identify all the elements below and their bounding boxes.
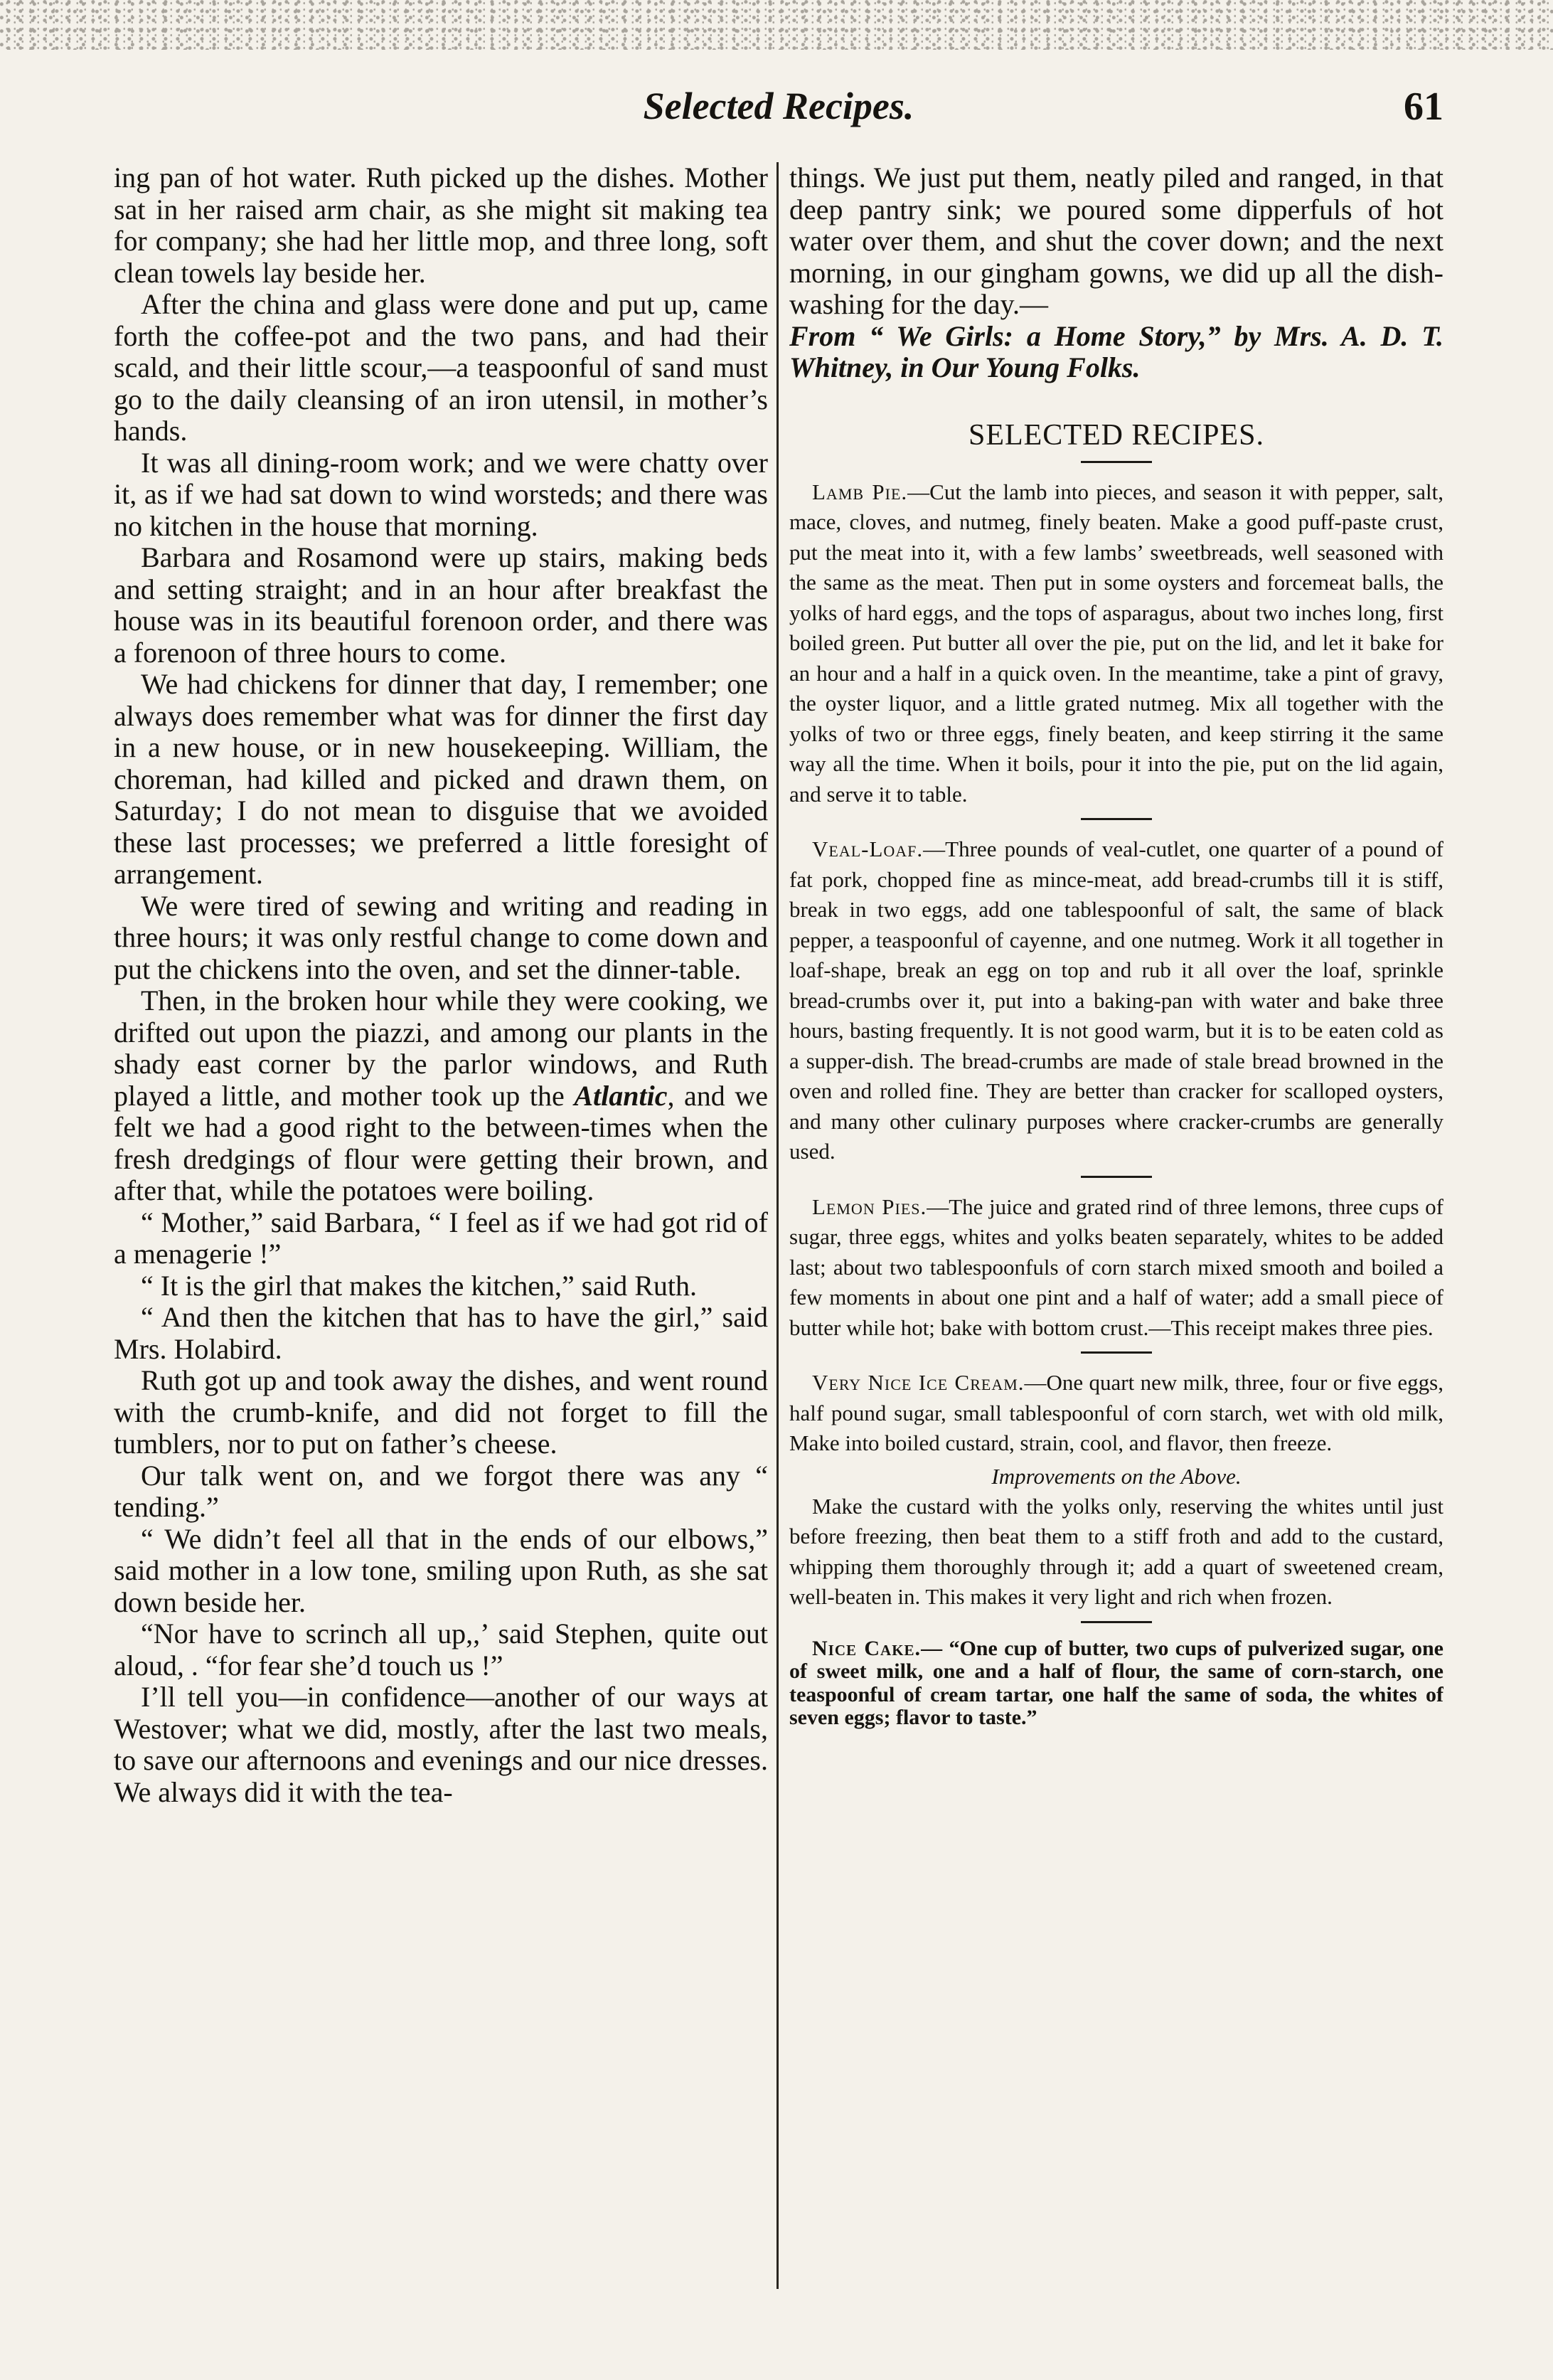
story-paragraph: We had chickens for dinner that day, I remember; one always does remember what was for dinner the first day in a new house, or in new housekeeping. William, the choreman, had killed and picked and drawn them, on Saturday; I do not mean to disguise that we avoided these last processes; we preferred a little foresight of arrangement. [114,668,768,890]
story-paragraph: Our talk went on, and we forgot there was any “ tending.” [114,1459,768,1523]
story-paragraph: “ Mother,” said Barbara, “ I feel as if we had got rid of a menagerie !” [114,1206,768,1270]
recipe-title: Lemon Pies. [812,1194,927,1219]
recipe-body: —The juice and grated rind of three lemons, three cups of sugar, three eggs, whites and yolks beaten separately, whites to be added last; about two tablespoonfuls of corn starch mixed smooth and boiled a few moments in about one pint and a half of water; add a small piece of butter while hot; bake with bottom crust.—This receipt makes three pies. [789,1194,1443,1340]
story-paragraph: After the china and glass were done and put up, came forth the coffee-pot and the two pans, and had their scald, and their little scour,—a teaspoonful of sand must go to the daily cleansing of an iron utensil, in mother’s hands. [114,288,768,447]
recipe-title: Lamb Pie. [812,479,908,504]
recipe-body: —One quart new milk, three, four or five eggs, half pound sugar, small tablespoonful of corn starch, wet with old milk, Make into boiled custard, strain, cool, and flavor, then freeze. [789,1370,1443,1455]
recipe-title: Nice Cake. [812,1636,922,1660]
recipe-body: —Cut the lamb into pieces, and season it with pepper, salt, mace, cloves, and nutmeg, finely beaten. Make a good puff-paste crust, put the meat into it, with a few lambs’ sweetbreads, well seasoned with the same as the meat. Then put in some oysters and forcemeat balls, the yolks of hard eggs, and the tops of asparagus, about two inches long, first boiled green. Put butter all over the pie, put on the lid, and let it bake for an hour and a half in a quick oven. In the meantime, take a pint of gravy, the oyster liquor, and a little grated nutmeg. Mix all together with the yolks of two or three eggs, finely beaten, and keep stirring it the same way all the time. When it boils, pour it into the pie, put on the lid again, and serve it to table. [789,479,1443,807]
short-rule [1081,1351,1152,1354]
story-attribution: From “ We Girls: a Home Story,” by Mrs. A. D. T. Whitney, in Our Young Folks. [789,319,1443,383]
recipe-ice-cream [789,1368,1443,1459]
story-paragraph [114,985,768,1207]
short-rule [1081,1176,1152,1178]
story-paragraph: Ruth got up and took away the dishes, and went round with the crumb-knife, and did not forget to fill the tumblers, nor to put on father’s cheese. [114,1364,768,1460]
improvements-body: Make the custard with the yolks only, reserving the whites until just before freezing, then beat them to a stiff froth and add to the custard, whipping them thoroughly through it; add a quart of sweetened cream, well-beaten in. This makes it very light and rich when frozen. [789,1493,1443,1609]
recipe-body: —Three pounds of veal-cutlet, one quarter of a pound of fat pork, chopped fine as mince-meat, add bread-crumbs till it is stiff, break in two eggs, add one tablespoonful of salt, the same of black pepper, a teaspoonful of cayenne, and one nutmeg. Work it all together in loaf-shape, break an egg on top and rub it all over the loaf, sprinkle bread-crumbs over it, put into a baking-pan with water and bake three hours, basting frequently. It is not good warm, but it is to be eaten cold as a supper-dish. The bread-crumbs are made of stale bread browned in the oven and rolled fine. They are better than cracker for scalloped oysters, and many other culinary purposes where cracker-crumbs are generally used. [789,836,1443,1164]
story-paragraph: things. We just put them, neatly piled and ranged, in that deep pantry sink; we poured some dipperfuls of hot water over them, and shut the cover down; and the next morning, in our gingham gowns, we did up all the dish-washing for the day.— [789,162,1443,320]
story-paragraph: It was all dining-room work; and we were chatty over it, as if we had sat down to wind worsteds; and there was no kitchen in the house that morning. [114,446,768,542]
recipe-title: Veal-Loaf. [812,836,924,861]
right-column [789,162,1443,2295]
short-rule [1081,1621,1152,1623]
page-edge-speckle [0,0,1553,50]
section-title: SELECTED RECIPES. [968,418,1265,452]
short-rule [1081,461,1152,463]
recipe-title: Very Nice Ice Cream. [812,1370,1025,1395]
story-paragraph: Barbara and Rosamond were up stairs, making beds and setting straight; and in an hour after breakfast the house was in its beautiful forenoon order, and there was a forenoon of three hours to come. [114,541,768,669]
story-paragraph: ing pan of hot water. Ruth picked up the dishes. Mother sat in her raised arm chair, as she might sit making tea for company; she had her little mop, and three long, soft clean towels lay beside her. [114,162,768,289]
running-head [114,71,1443,135]
column-divider [776,162,779,2289]
story-text: Then, in the broken hour while they were cooking, we drifted out upon the piazzi, and among our plants in the shady east corner by the parlor windows, and Ruth played a little, and mother took up the [114,984,768,1112]
page-number: 61 [1404,85,1443,129]
recipe-lamb-pie [789,477,1443,810]
italic-title: Atlantic [574,1079,668,1112]
story-paragraph: “ We didn’t feel all that in the ends of our elbows,” said mother in a low tone, smiling upon Ruth, as she sat down beside her. [114,1522,768,1618]
improvements-heading: Improvements on the Above. [991,1463,1242,1489]
short-rule [1081,818,1152,820]
recipe-body: — “One cup of butter, two cups of pulverized sugar, one of sweet milk, one and a half of flour, the same of corn-starch, one teaspoonful of cream tartar, one half the same of soda, the whites of seven eggs; flavor to taste.” [789,1636,1443,1729]
story-paragraph: “Nor have to scrinch all up,,’ said Stephen, quite out aloud, . “for fear she’d touch us !” [114,1617,768,1682]
story-paragraph: We were tired of sewing and writing and reading in three hours; it was only restful change to come down and put the chickens into the oven, and set the dinner-table. [114,889,768,985]
recipe-nice-cake [789,1637,1443,1730]
recipe-veal-loaf [789,834,1443,1167]
story-text: , and we felt we had a good right to the between-times when the fresh dredgings of flour were getting their brown, and after that, while the potatoes were boiling. [114,1079,768,1206]
story-paragraph: “ It is the girl that makes the kitchen,” said Ruth. [141,1269,698,1302]
story-paragraph: “ And then the kitchen that has to have the girl,” said Mrs. Holabird. [114,1301,768,1365]
running-head-title: Selected Recipes. [643,85,914,127]
story-paragraph: I’ll tell you—in confidence—another of our ways at Westover; what we did, mostly, after the last two meals, to save our afternoons and evenings and our nice dresses. We always did it with the tea- [114,1681,768,1808]
left-column [114,162,768,2295]
recipe-lemon-pies [789,1192,1443,1344]
